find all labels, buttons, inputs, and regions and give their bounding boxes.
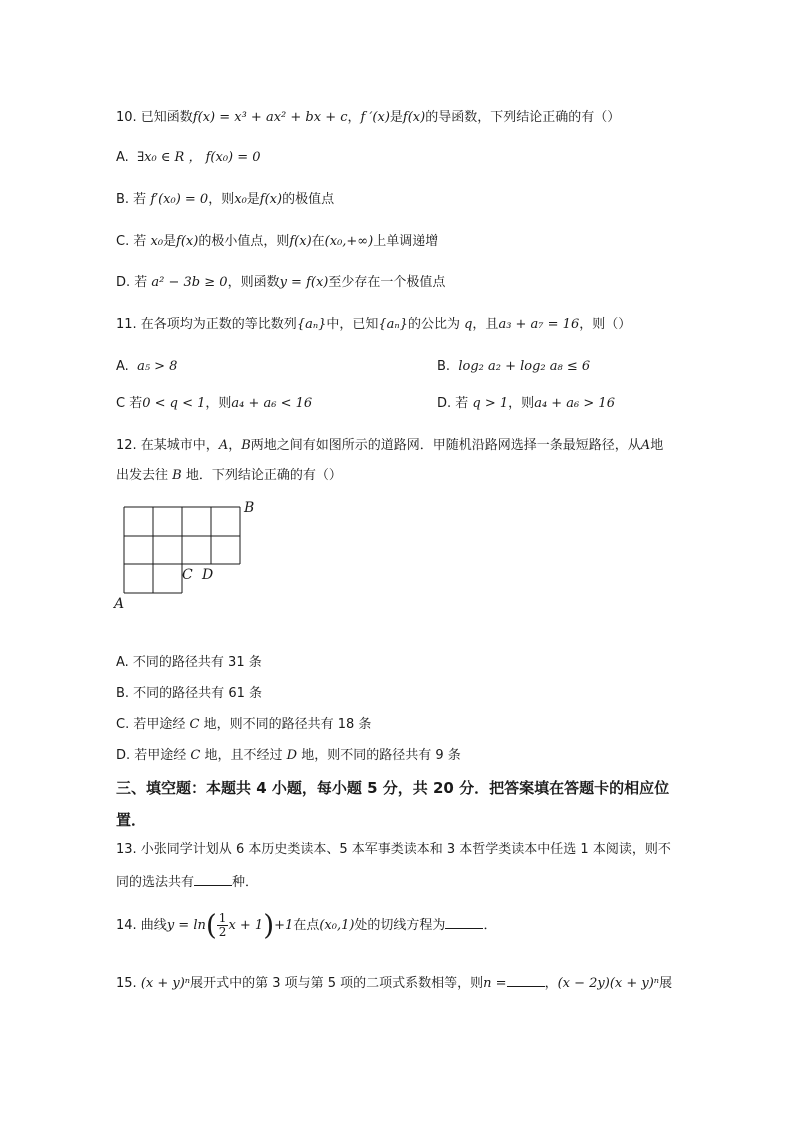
- q10-b-is: 是: [246, 192, 260, 207]
- q11-b-math: log₂ a₂ + log₂ a₈ ≤ 6: [458, 359, 591, 374]
- q12-option-d: [116, 746, 461, 766]
- q12-line2-suffix: 地．下列结论正确的有（）: [185, 468, 342, 483]
- q10-d-math: a² − 3b ≥ 0: [151, 275, 228, 290]
- q11-seq: {aₙ}: [296, 317, 327, 332]
- q10-c-x0: x₀: [150, 234, 164, 249]
- q10-c-suffix: 上单调递增: [373, 234, 439, 249]
- q12-c-prefix: C. 若甲途经: [116, 717, 186, 732]
- q11-stem-suffix: ，则（）: [579, 317, 632, 332]
- option-label: C. 若: [116, 234, 147, 249]
- q10-b-fx: f(x): [259, 192, 283, 207]
- q10-c-fx: f(x): [176, 234, 199, 249]
- option-label: C 若: [116, 396, 143, 411]
- q11-stem-prefix: 11. 在各项均为正数的等比数列: [116, 317, 297, 332]
- q15-mid1: 展开式中的第 3 项与第 5 项的二项式系数相等，则: [190, 976, 484, 991]
- q14-func-tail: +1: [274, 918, 294, 933]
- q11-d-math: a₄ + a₆ > 16: [534, 396, 615, 411]
- q10-d-func: y = f(x): [279, 275, 329, 290]
- q10-c-mid: 的极小值点，则: [198, 234, 290, 249]
- q12-d-letter-c: C: [190, 748, 201, 763]
- q11-mid3: ，且: [472, 317, 499, 332]
- q12-sep: ，: [228, 438, 242, 453]
- q11-mid1: 中，已知: [326, 317, 379, 332]
- q12-c-suffix: 地，则不同的路径共有 18 条: [203, 717, 372, 732]
- q10-b-math: f′(x₀) = 0: [150, 192, 209, 207]
- q10-option-b: [116, 190, 334, 210]
- q11-stem: [116, 315, 631, 335]
- q12-line2-prefix: 出发去往: [116, 468, 169, 483]
- q12-stem-line1: [116, 436, 663, 456]
- q10-derivative: f ′(x): [360, 110, 390, 125]
- q11-c-mid: ，则: [205, 396, 232, 411]
- q10-option-d: [116, 273, 445, 293]
- q12-option-a: A. 不同的路径共有 31 条: [116, 655, 262, 670]
- section3-heading-line1: 三、填空题：本题共 4 小题，每小题 5 分，共 20 分．把答案填在答题卡的相应位: [116, 779, 670, 797]
- q11-option-a: [116, 357, 177, 377]
- q13-line2-suffix: 种．: [232, 875, 259, 890]
- right-paren: ): [263, 908, 275, 942]
- grid-label-a: A: [114, 596, 125, 612]
- q15-mid2: ，: [544, 976, 558, 991]
- q12-line1-suffix: 两地之间有如图所示的道路网．甲随机沿路网选择一条最短路径，从: [250, 438, 641, 453]
- q10-c-in: 在: [311, 234, 325, 249]
- grid-label-c: C: [182, 567, 193, 583]
- q10-d-suffix: 至少存在一个极值点: [328, 275, 446, 290]
- q13-line1: 13. 小张同学计划从 6 本历史类读本、5 本军事类读本和 3 本哲学类读本中任选 1 本阅读，则不: [116, 842, 671, 857]
- fraction-numerator: 1: [218, 911, 227, 925]
- q12-b2: B: [172, 468, 182, 483]
- q12-d-mid: 地，且不经过: [204, 748, 283, 763]
- q14-mid: 在点: [293, 918, 320, 933]
- q12-option-b: B. 不同的路径共有 61 条: [116, 686, 262, 701]
- q14-prefix: 14. 曲线: [116, 918, 167, 933]
- grid-label-b: B: [244, 500, 255, 516]
- q13-line2-prefix: 同的选法共有: [116, 875, 195, 890]
- q11-option-d: [437, 394, 615, 414]
- q10-stem-prefix: 10. 已知函数: [116, 110, 193, 125]
- q10-a-math: ∃x₀ ∈ R ， f(x₀) = 0: [137, 150, 261, 165]
- q15-expr2: (x − 2y)(x + y)ⁿ: [557, 976, 660, 991]
- q12-d-suffix: 地，则不同的路径共有 9 条: [301, 748, 461, 763]
- q11-c-math: a₄ + a₆ < 16: [231, 396, 313, 411]
- q12-a: A: [218, 438, 229, 453]
- option-label: A.: [116, 359, 129, 374]
- q10-fx: f(x): [402, 110, 426, 125]
- q12-a2: A: [640, 438, 651, 453]
- answer-blank[interactable]: [445, 914, 483, 929]
- q12-prefix: 12. 在某城市中，: [116, 438, 219, 453]
- q10-option-c: [116, 232, 438, 252]
- q11-d-mid: ，则: [508, 396, 535, 411]
- q10-function: f(x) = x³ + ax² + bx + c: [192, 110, 348, 125]
- q10-b-x0: x₀: [234, 192, 247, 207]
- q10-option-a: [116, 148, 261, 168]
- answer-blank[interactable]: [507, 972, 545, 987]
- q12-c-letter: C: [189, 717, 200, 732]
- q14-end: ．: [483, 918, 497, 933]
- option-label: D. 若: [437, 396, 469, 411]
- option-label: D. 若: [116, 275, 148, 290]
- option-label: B.: [437, 359, 451, 374]
- q15-n-eq: n =: [483, 976, 507, 991]
- q10-b-suffix: 的极值点: [282, 192, 335, 207]
- section3-heading-line2: 置．: [116, 811, 147, 829]
- q15-suffix: 展: [659, 976, 673, 991]
- q14-point: (x₀,1): [319, 918, 355, 933]
- q12-b: B: [241, 438, 251, 453]
- q11-c-cond: 0 < q < 1: [142, 396, 206, 411]
- q11-d-cond: q > 1: [472, 396, 509, 411]
- q12-d-letter-d: D: [286, 748, 298, 763]
- q10-c-is: 是: [163, 234, 177, 249]
- q11-option-c: [116, 394, 312, 414]
- q14-func-lhs: y = ln: [166, 918, 206, 933]
- left-paren: (: [205, 908, 217, 942]
- fraction: [217, 912, 229, 939]
- q15-line: [116, 972, 672, 994]
- q10-stem-suffix: 的导函数，下列结论正确的有（）: [425, 110, 621, 125]
- q11-mid2: 的公比为: [407, 317, 465, 332]
- q10-is: 是: [389, 110, 403, 125]
- q10-stem: [116, 108, 620, 128]
- q12-line1-end: 地: [650, 438, 664, 453]
- q15-expr1: (x + y)ⁿ: [140, 976, 191, 991]
- q11-q: q: [464, 317, 473, 332]
- q10-b-mid: ，则: [208, 192, 235, 207]
- q10-d-mid: ，则函数: [227, 275, 280, 290]
- q11-seq2: {aₙ}: [378, 317, 408, 332]
- option-label: A.: [116, 150, 129, 165]
- q12-stem-line2: [116, 466, 342, 486]
- fraction-denominator: 2: [218, 925, 227, 939]
- road-network-diagram: [110, 496, 270, 614]
- q12-d-prefix: D. 若甲途经: [116, 748, 187, 763]
- q10-c-fx2: f(x): [289, 234, 312, 249]
- q12-option-c: [116, 715, 371, 735]
- q14-line: [116, 909, 496, 943]
- q10-comma: ，: [347, 110, 361, 125]
- q11-option-b: [437, 357, 590, 377]
- grid-label-d: D: [202, 567, 214, 583]
- q14-suffix: 处的切线方程为: [354, 918, 446, 933]
- option-label: B. 若: [116, 192, 147, 207]
- q13-line2: [116, 871, 258, 893]
- q10-c-interval: (x₀,+∞): [324, 234, 374, 249]
- q15-prefix: 15.: [116, 976, 137, 991]
- q14-func-in: x + 1: [228, 918, 264, 933]
- q11-a-math: a₅ > 8: [137, 359, 178, 374]
- answer-blank[interactable]: [194, 871, 232, 886]
- q11-cond: a₃ + a₇ = 16: [498, 317, 580, 332]
